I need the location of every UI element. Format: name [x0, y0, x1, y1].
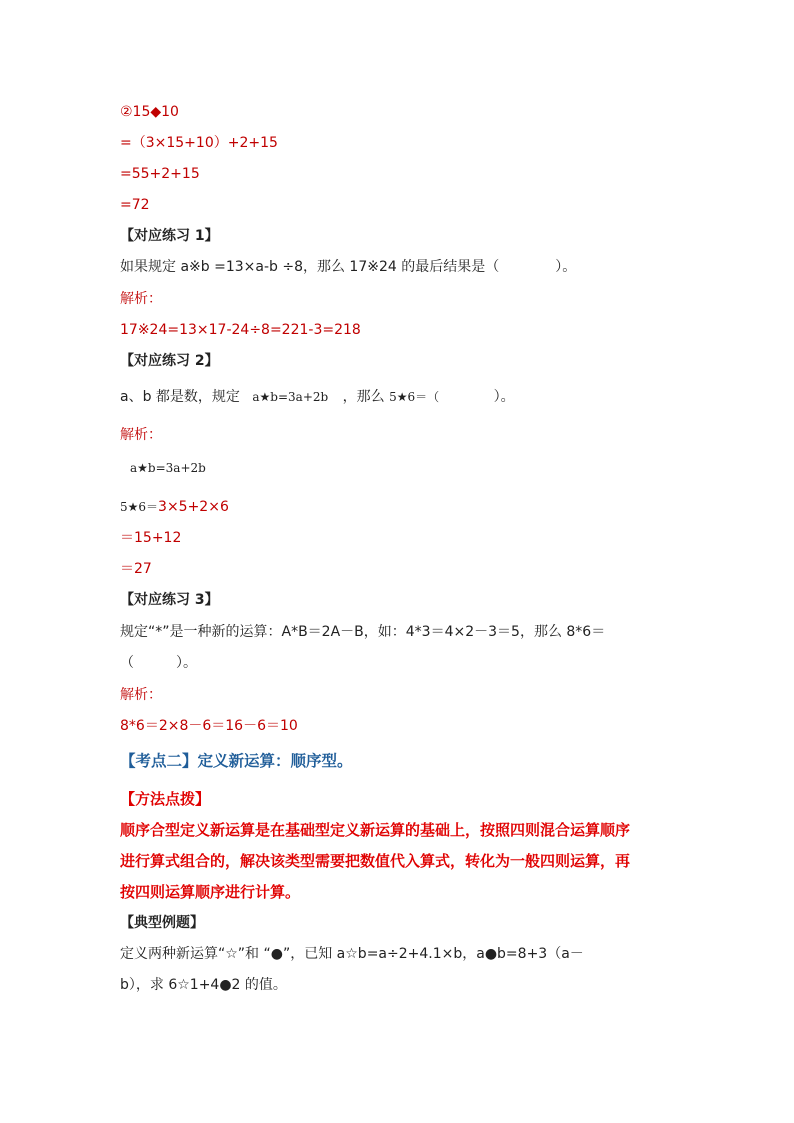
formula-text: a★b=3a+2b: [252, 390, 329, 404]
method-text: 按四则运算顺序进行计算。: [120, 883, 301, 901]
analysis-label: 解析：: [120, 687, 162, 703]
solution-step-line: ②15◆10: [120, 104, 179, 120]
solution-step-line: =72: [120, 197, 150, 213]
method-text: 顺序合型定义新运算是在基础型定义新运算的基础上，按照四则混合运算顺序: [120, 821, 631, 839]
exercise-heading: 【对应练习 2】: [120, 353, 219, 369]
exercise-heading: 【对应练习 3】: [120, 592, 219, 608]
analysis-step: ＝15+12: [120, 530, 182, 546]
analysis-answer: 8*6＝2×8－6＝16－6＝10: [120, 718, 298, 734]
section-heading: 【考点二】定义新运算：顺序型。: [120, 752, 353, 770]
analysis-answer: 17※24=13×17-24÷8=221-3=218: [120, 322, 361, 338]
exercise-question: [120, 387, 515, 407]
solution-step-line: =（3×15+10）+2+15: [120, 135, 278, 151]
example-question: 定义两种新运算“☆”和 “●”，已知 a☆b=a÷2+4.1×b，a●b=8+3（a－: [120, 946, 584, 962]
exercise-question: 如果规定 a※b =13×a-b ÷8，那么 17※24 的最后结果是（ ）。: [120, 259, 577, 275]
question-text: ）。: [493, 389, 515, 405]
example-heading: 【典型例题】: [120, 915, 204, 931]
question-text: a、b 都是数，规定: [120, 389, 240, 405]
analysis-step: ＝27: [120, 561, 152, 577]
question-text: ，那么: [342, 389, 385, 405]
exercise-question: 规定“*”是一种新的运算：A*B＝2A－B，如：4*3＝4×2－3＝5，那么 8*6＝: [120, 624, 606, 640]
example-question: b），求 6☆1+4●2 的值。: [120, 977, 287, 993]
method-text: 进行算式组合的，解决该类型需要把数值代入算式，转化为一般四则运算，再: [120, 852, 631, 870]
exercise-question: （ ）。: [120, 655, 197, 671]
solution-step-line: =55+2+15: [120, 166, 200, 182]
formula-text: 5★6＝（: [389, 390, 440, 404]
analysis-label: 解析：: [120, 291, 162, 307]
formula-text: a★b=3a+2b: [130, 461, 206, 475]
method-heading: 【方法点拨】: [120, 790, 211, 808]
formula-text: 5★6＝: [120, 500, 159, 514]
formula-text: 3×5+2×6: [158, 499, 229, 515]
analysis-label: 解析：: [120, 427, 162, 443]
exercise-heading: 【对应练习 1】: [120, 228, 219, 244]
analysis-step: [120, 497, 229, 517]
